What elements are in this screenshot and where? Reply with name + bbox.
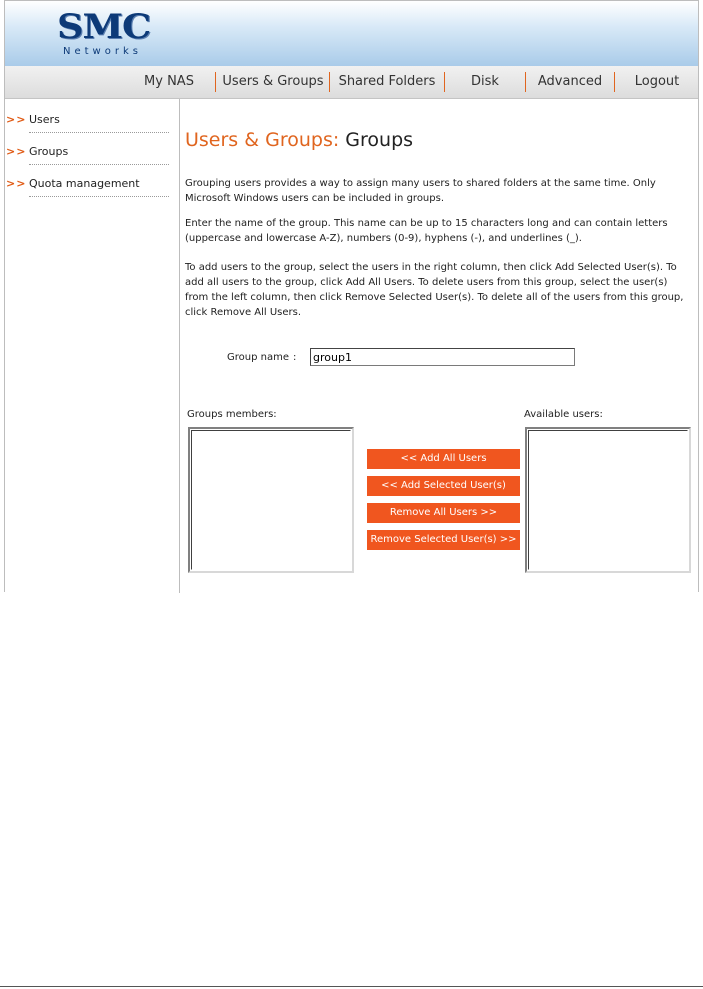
logo-subtitle: Networks — [63, 46, 142, 57]
sidebar-item-quota-management[interactable] — [5, 177, 175, 199]
nav-separator — [444, 72, 445, 92]
nav-separator — [525, 72, 526, 92]
page-bottom-rule — [0, 986, 703, 987]
listbox-border — [528, 430, 688, 570]
nav-advanced[interactable]: Advanced — [537, 74, 603, 89]
sidebar-item-users[interactable] — [5, 113, 175, 135]
group-members-label: Groups members: — [187, 409, 277, 420]
sidebar-item-label: Groups — [29, 145, 69, 158]
nav-users-groups[interactable]: Users & Groups — [222, 74, 324, 89]
group-name-input[interactable] — [310, 348, 575, 366]
page-title — [185, 129, 413, 151]
nav-disk[interactable]: Disk — [471, 74, 499, 89]
sidebar-item-label: Users — [29, 113, 60, 126]
arrow-icon: >> — [6, 113, 27, 126]
nav-shared-folders[interactable]: Shared Folders — [338, 74, 436, 89]
available-users-list[interactable] — [525, 427, 691, 573]
app-frame — [4, 0, 699, 592]
header-banner — [5, 1, 698, 66]
listbox-border — [191, 430, 351, 570]
divider — [29, 196, 169, 197]
group-name-colon: : — [293, 352, 297, 363]
group-members-list[interactable] — [188, 427, 354, 573]
nav-logout[interactable]: Logout — [634, 74, 680, 89]
divider — [29, 132, 169, 133]
arrow-icon: >> — [6, 177, 27, 190]
available-users-label: Available users: — [524, 409, 603, 420]
remove-selected-users-button[interactable]: Remove Selected User(s) >> — [367, 530, 520, 550]
instructions-paragraph: To add users to the group, select the users in the right column, then click Add Selected User(s). To add all users to the group, click Add All Users. To delete users from this group, select the user(s) from the left column, then click Remove Selected User(s). To delete all of the users from this group, click Remove All Users. — [185, 262, 684, 318]
logo-wordmark: SMC — [57, 7, 151, 47]
group-name-label: Group name — [227, 352, 289, 363]
page-title-name: Groups — [345, 129, 414, 151]
smc-logo — [57, 7, 161, 62]
nav-separator — [329, 72, 330, 92]
nav-separator — [215, 72, 216, 92]
page-title-section: Users & Groups: — [185, 129, 340, 151]
remove-all-users-button[interactable]: Remove All Users >> — [367, 503, 520, 523]
add-selected-users-button[interactable]: << Add Selected User(s) — [367, 476, 520, 496]
add-all-users-button[interactable]: << Add All Users — [367, 449, 520, 469]
nav-my-nas[interactable]: My NAS — [144, 74, 194, 89]
arrow-icon: >> — [6, 145, 27, 158]
name-rules-paragraph: Enter the name of the group. This name can be up to 15 characters long and can contain letters (uppercase and lowercase A-Z), numbers (0-9), hyphens (-), and underlines (_). — [185, 218, 668, 244]
nav-separator — [614, 72, 615, 92]
top-nav — [5, 66, 698, 99]
sidebar-item-label: Quota management — [29, 177, 140, 190]
sidebar-item-groups[interactable] — [5, 145, 175, 167]
intro-paragraph: Grouping users provides a way to assign many users to shared folders at the same time. Only Microsoft Windows users can be included in groups. — [185, 178, 656, 204]
divider — [29, 164, 169, 165]
sidebar — [5, 99, 180, 593]
main-content — [185, 99, 697, 593]
